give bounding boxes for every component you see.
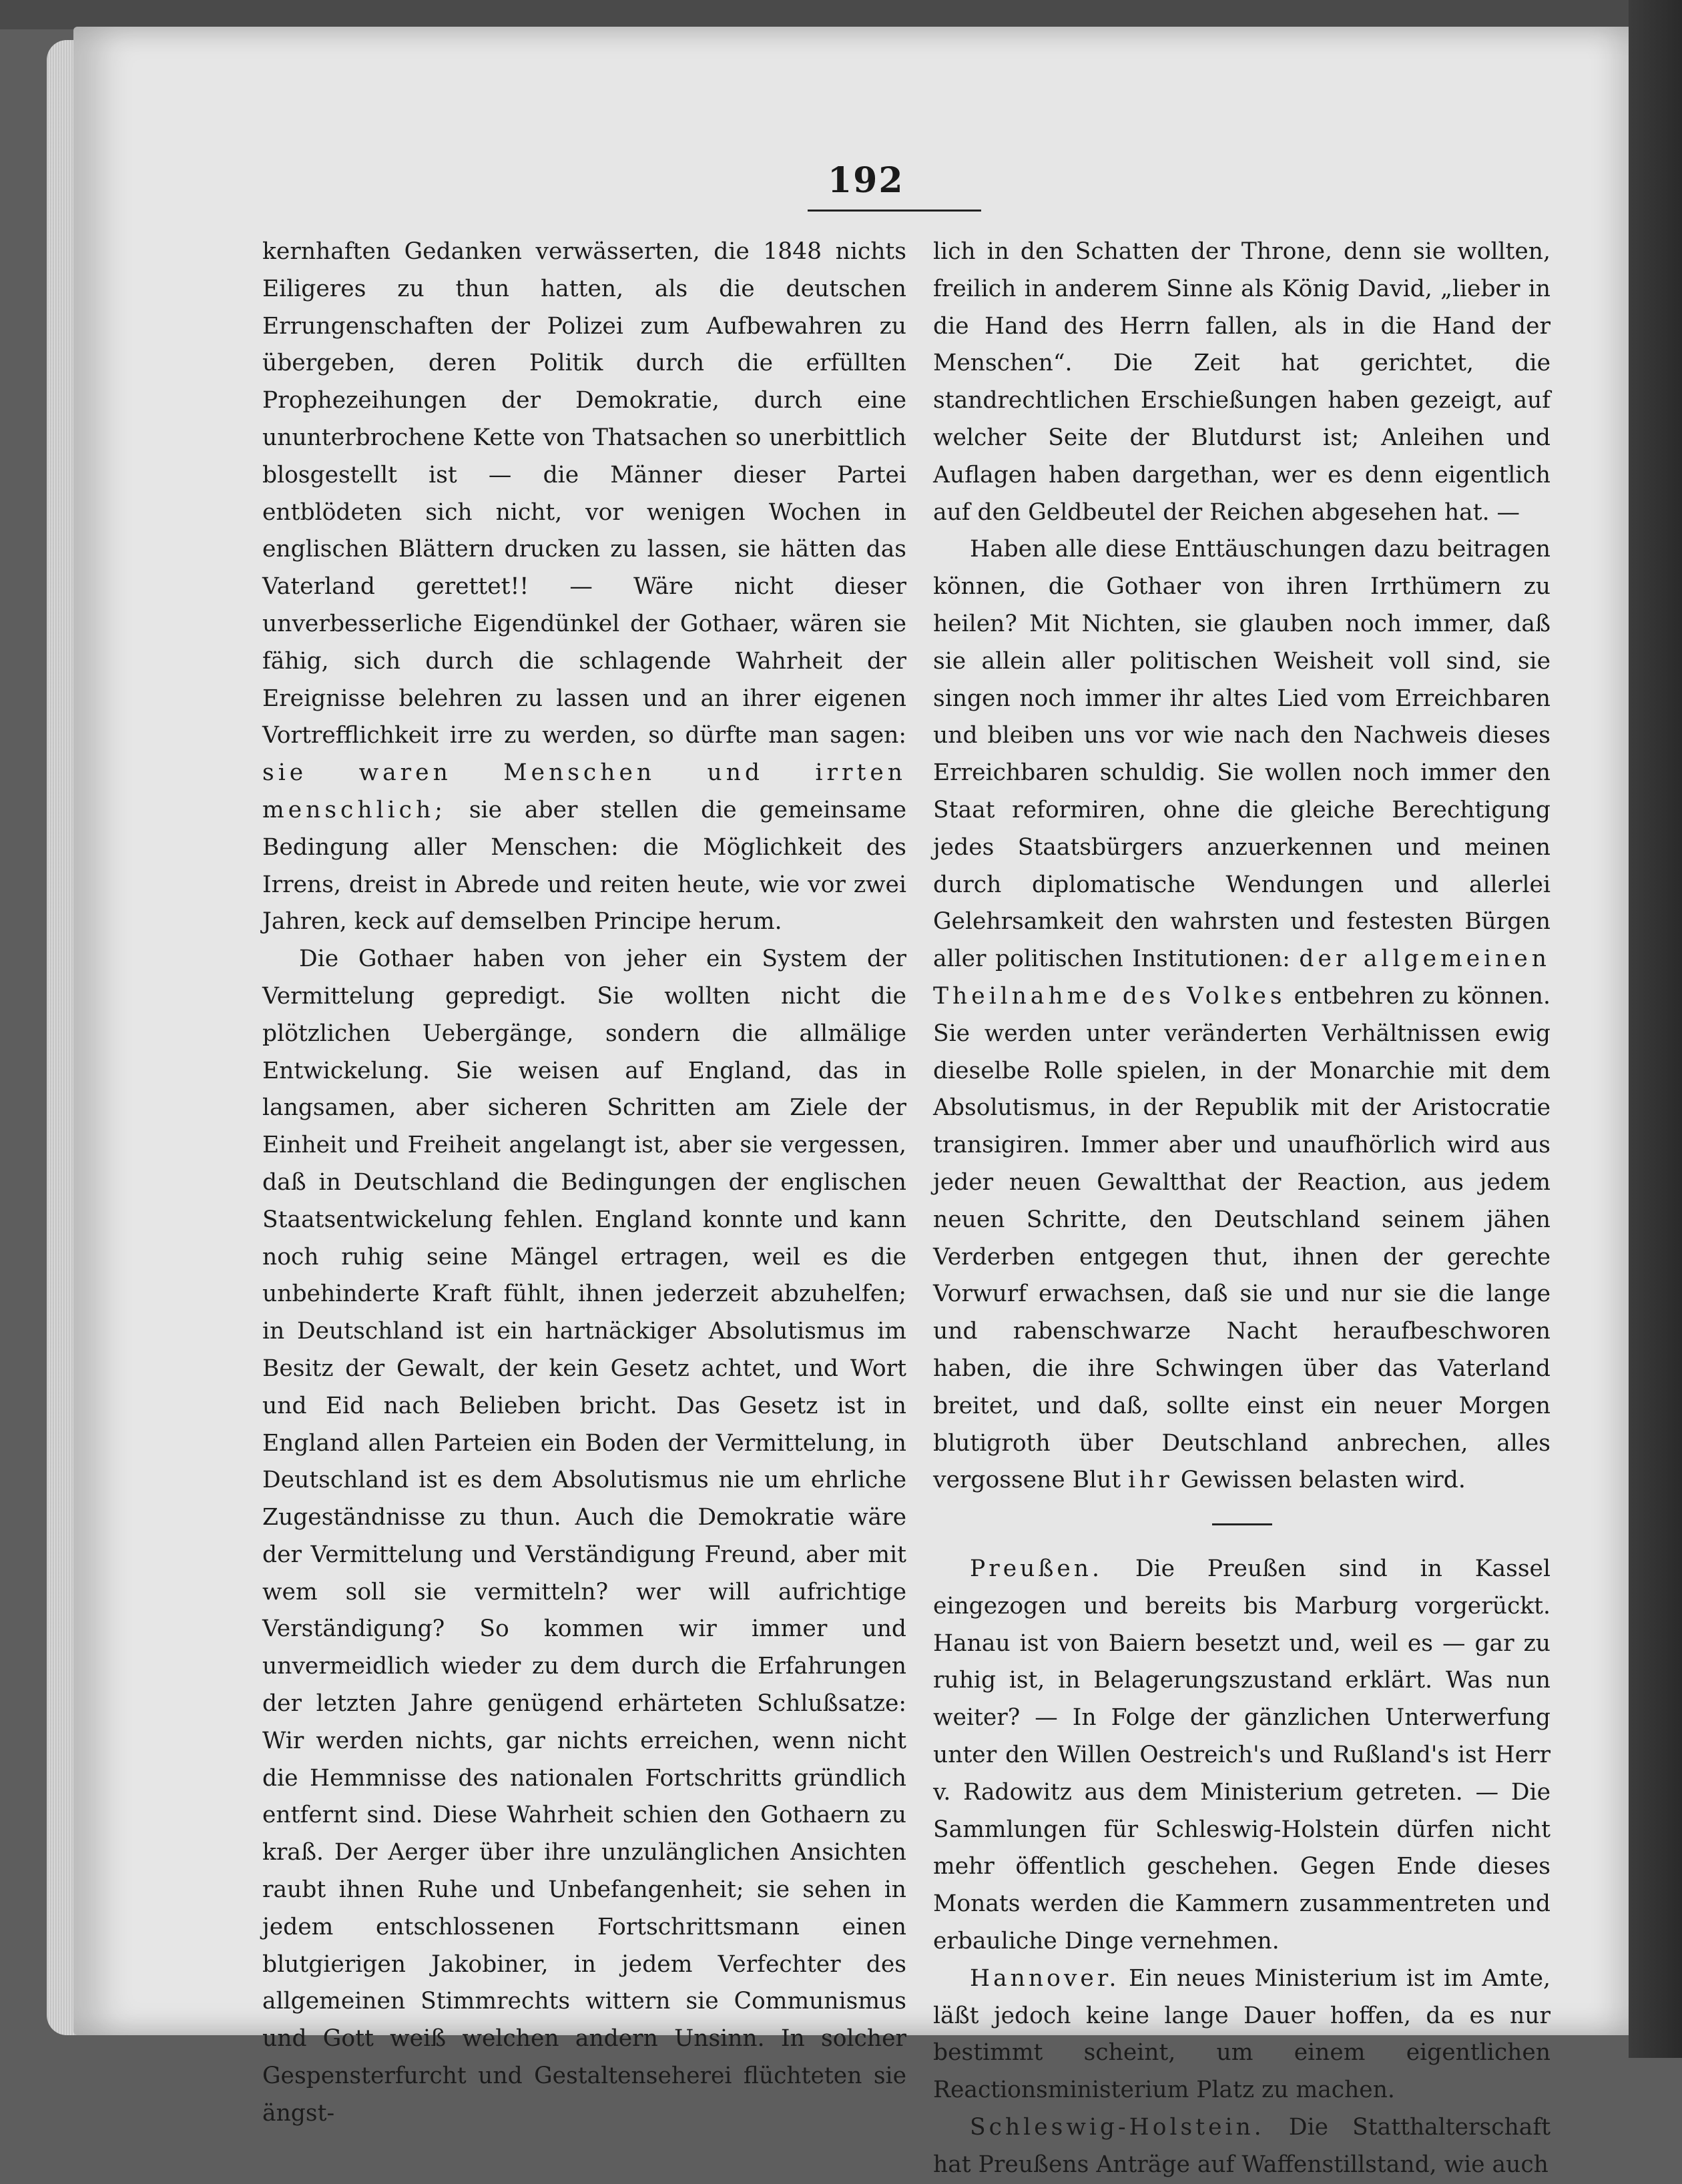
page-number: 192 — [828, 160, 904, 201]
paragraph: lich in den Schatten der Throne, denn sie wollten, freilich in anderem Sinne als König David, „lieber in die Hand des Herrn fallen, als in die Hand der Menschen“. Die Zeit hat gerichtet, die standrechtlichen Erschießungen haben gezeigt, auf welcher Seite der Blutdurst ist; Anleihen und Auflagen haben dargethan, wer es denn eigentlich auf den Geldbeutel der Reichen abgesehen hat. — — [933, 238, 1551, 526]
paragraph — [262, 234, 906, 941]
right-column — [933, 234, 1551, 2184]
news-heading: Schleswig-Holstein. — [970, 2114, 1265, 2141]
news-text: Die Statthalterschaft hat Preußens Anträge auf Waffenstillstand, wie auch — [933, 2114, 1551, 2178]
news-item-schleswig-holstein — [933, 2109, 1551, 2184]
emphasized-text: der allgemeinen Theilnahme des Volkes — [933, 946, 1551, 1010]
emphasized-text: ihr — [1128, 1467, 1173, 1494]
header-rule — [808, 210, 981, 212]
paragraph: Die Gothaer haben von jeher ein System der Vermittelung gepredigt. Sie wollten nicht die plötzlichen Uebergänge, sondern die allmälige Entwickelung. Sie weisen auf England, das in langsamen, aber sicheren Schritten am Ziele der Einheit und Freiheit angelangt ist, aber sie vergessen, daß in Deutschland die Bedingungen der englischen Staatsentwickelung fehlen. England konnte und kann noch ruhig seine Mängel ertragen, weil es die unbehinderte Kraft fühlt, ihnen jederzeit abzuhelfen; in Deutschland ist ein hartnäckiger Absolutismus im Besitz der Gewalt, der kein Gesetz achtet, und Wort und Eid nach Belieben bricht. Das Gesetz ist in England allen Parteien ein Boden der Vermittelung, in Deutschland ist es dem Absolutismus nie um ehrliche Zugeständnisse zu thun. Auch die Demokratie wäre der Vermittelung und Verständigung Freund, aber mit wem soll sie vermitteln? wer will aufrichtige Verständigung? So kommen wir immer und unvermeidlich wieder zu dem durch die Erfahrungen der letzten Jahre genügend erhärteten Schlußsatze: Wir werden nichts, gar nichts erreichen, wenn nicht die Hemmnisse des nationalen Fortschritts gründlich entfernt sind. Diese Wahrheit schien den Gothaern zu kraß. Der Aerger über ihre unzulänglichen Ansichten raubt ihnen Ruhe und Unbefangenheit; sie sehen in jedem entschlossenen Fortschrittsmann einen blutgierigen Jakobiner, in jedem Verfechter des allgemeinen Stimmrechts wittern sie Communismus und Gott weiß welchen andern Unsinn. In solcher Gespensterfurcht und Gestaltenseherei flüchteten sie ängst- — [262, 946, 906, 2127]
paragraph-text: Gewissen belasten wird. — [1180, 1467, 1466, 1494]
news-text: Ein neues Ministerium ist im Amte, läßt jedoch keine lange Dauer hoffen, da es nur bestimmt scheint, um einem eigentlichen Reactionsministerium Platz zu machen. — [933, 1964, 1551, 2104]
scan-top-border — [0, 0, 1682, 29]
news-item-hanover — [933, 1960, 1551, 2109]
section-divider — [1212, 1523, 1272, 1525]
paragraph-text: entbehren zu können. Sie werden unter veränderten Verhältnissen ewig dieselbe Rolle spielen, in der Monarchie mit dem Absolutismus, in der Republik mit der Aristocratie transigiren. Immer aber und unaufhörlich wird aus jeder neuen Gewaltthat der Reaction, aus jedem neuen Schritte, den Deutschland seinem jähen Verderben entgegen thut, ihnen der gerechte Vorwurf erwachsen, daß sie und nur sie die lange und rabenschwarze Nacht heraufbeschworen haben, die ihre Schwingen über das Vaterland breitet, und daß, sollte einst ein neuer Morgen blutigroth über Deutschland anbrechen, alles vergossene Blut — [933, 982, 1551, 1494]
paragraph-text: sie aber stellen die gemeinsame Bedingung aller Menschen: die Möglichkeit des Irrens, dreist in Abrede und reiten heute, wie vor zwei Jahren, keck auf demselben Principe herum. — [262, 796, 906, 936]
news-item-prussia — [933, 1551, 1551, 1960]
paragraph-text: Haben alle diese Enttäuschungen dazu beitragen können, die Gothaer von ihren Irrthümern zu heilen? Mit Nichten, sie glauben noch immer, daß sie allein aller politischen Weisheit voll sind, sie singen noch immer ihr altes Lied vom Erreichbaren und bleiben uns vor wie nach den Nachweis dieses Erreichbaren schuldig. Sie wollen noch immer den Staat reformiren, ohne die gleiche Berechtigung jedes Staatsbürgers anzuerkennen und meinen durch diplomatische Wendungen und allerlei Gelehrsamkeit den wahrsten und festesten Bürgen aller politischen Institutionen: — [933, 536, 1551, 973]
left-column — [262, 234, 906, 2133]
news-text: Die Preußen sind in Kassel eingezogen und bereits bis Marburg vorgerückt. Hanau ist von Baiern besetzt und, weil es — gar zu ruhig ist, in Belagerungszustand erklärt. Was nun weiter? — In Folge der gänzlichen Unterwerfung unter den Willen Oestreich's und Rußland's ist Herr v. Radowitz aus dem Ministerium getreten. — Die Sammlungen für Schleswig-Holstein dürfen nicht mehr öffentlich geschehen. Gegen Ende dieses Monats werden die Kammern zusammentreten und erbauliche Dinge vernehmen. — [933, 1555, 1551, 1955]
paragraph — [933, 531, 1551, 1499]
emphasized-text: sie waren Menschen und irrten menschlich; — [262, 759, 906, 823]
news-heading: Hannover. — [970, 1964, 1120, 1992]
scan-right-border — [1629, 0, 1682, 2058]
news-heading: Preußen. — [970, 1555, 1103, 1583]
paragraph-text: kernhaften Gedanken verwässerten, die 1848 nichts Eiligeres zu thun hatten, als die deutschen Errungenschaften der Polizei zum Aufbewahren zu übergeben, deren Politik durch die erfüllten Prophezeihungen der Demokratie, durch eine ununterbrochene Kette von Thatsachen so unerbittlich blosgestellt ist — die Männer dieser Partei entblödeten sich nicht, vor wenigen Wochen in englischen Blättern drucken zu lassen, sie hätten das Vaterland gerettet!! — Wäre nicht dieser unverbesserliche Eigendünkel der Gothaer, wären sie fähig, sich durch die schlagende Wahrheit der Ereignisse belehren zu lassen und an ihrer eigenen Vortrefflichkeit irre zu werden, so dürfte man sagen: — [262, 238, 906, 749]
